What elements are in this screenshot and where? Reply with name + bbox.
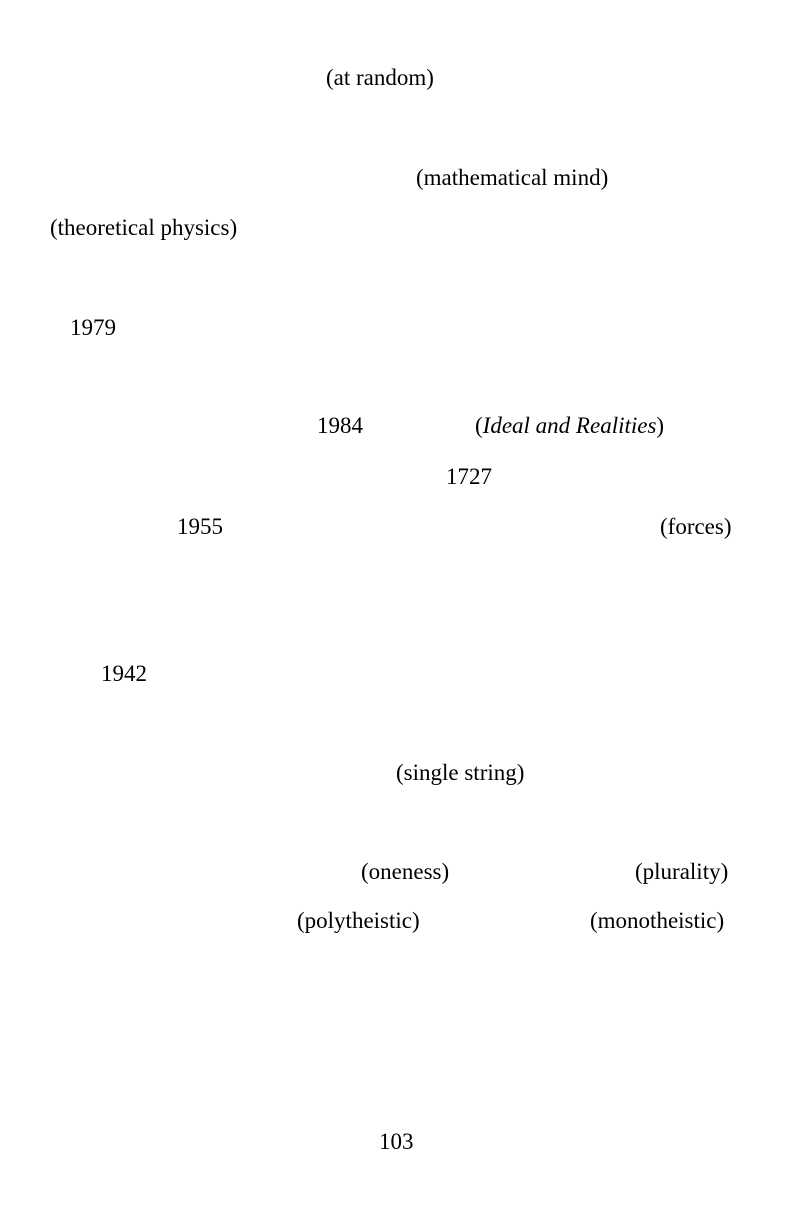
year-1942: 1942 xyxy=(101,661,147,686)
term-single-string: (single string) xyxy=(396,760,525,785)
term-forces: (forces) xyxy=(660,514,732,539)
term-polytheistic: (polytheistic) xyxy=(297,908,420,933)
term-oneness: (oneness) xyxy=(361,859,450,884)
year-1984: 1984 xyxy=(317,413,363,438)
term-at-random: (at random) xyxy=(326,65,434,90)
year-1955: 1955 xyxy=(177,514,223,539)
paren-open: ( xyxy=(475,413,483,438)
term-mathematical-mind: (mathematical mind) xyxy=(416,165,609,190)
term-monotheistic: (monotheistic) xyxy=(590,908,725,933)
book-title-ideal-and-realities xyxy=(475,412,664,440)
year-1979: 1979 xyxy=(70,315,116,340)
paren-close: ) xyxy=(656,413,665,438)
page-number: 103 xyxy=(379,1129,414,1154)
year-1727: 1727 xyxy=(446,464,492,489)
term-plurality: (plurality) xyxy=(635,859,729,884)
book-title-text: Ideal and Realities xyxy=(482,413,657,438)
term-theoretical-physics: (theoretical physics) xyxy=(50,215,238,240)
